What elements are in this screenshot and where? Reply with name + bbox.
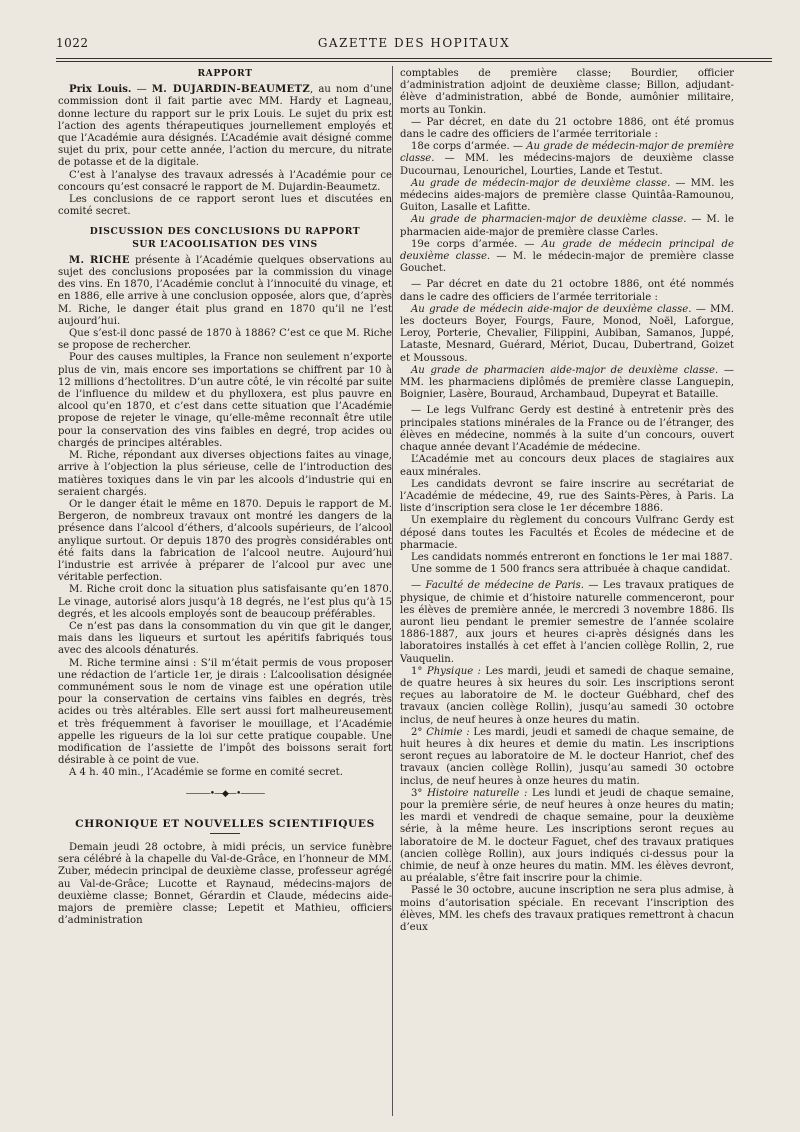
rapport-heading: RAPPORT: [197, 68, 253, 79]
discussion-subheading: SUR L’ACOOLISATION DES VINS: [132, 238, 318, 250]
chronique-heading: CHRONIQUE ET NOUVELLES SCIENTIFIQUES: [75, 817, 375, 830]
prix-label: Prix Louis.: [69, 84, 132, 96]
paragraph: 2° Chimie : Les mardi, jeudi et samedi de chaque semaine, de huit heures à dix heures et demie du matin. Les inscriptions seront reçues au laboratoire de M. le docteur Hanriot, chef des travaux (ancien collège Rollin), jusqu’au samedi 30 octobre inclus, de neuf heures à onze heures du matin.: [400, 726, 734, 787]
paragraph: — Par décret en date du 21 octobre 1886, ont été nommés dans le cadre des officiers de l’armée territoriale :: [400, 279, 734, 303]
paragraph: 1° Physique : Les mardi, jeudi et samedi de chaque semaine, de quatre heures à six heures du soir. Les inscriptions seront reçues au laboratoire de M. le docteur Guébhard, chef des travaux (ancien collège Rollin), jusqu’au samedi 30 octobre inclus, de neuf heures à onze heures du matin.: [400, 665, 734, 726]
paragraph: Au grade de médecin aide-major de deuxième classe. — MM. les docteurs Boyer, Fourgs, Faure, Monod, Noël, Laforgue, Leroy, Porterie, Chevalier, Filippini, Aubiban, Samanos, Juppé, Lataste, Mesnard, Guérard, Mériot, Ducau, Dubertrand, Goizet et Moussous.: [400, 303, 735, 364]
paragraph: Les candidats devront se faire inscrire au secrétariat de l’Académie de médecine, 49, rue des Saints-Pères, à Paris. La liste d’inscription sera close le 1er décembre 1886.: [400, 478, 734, 515]
left-column: [58, 68, 392, 927]
paragraph: Ce n’est pas dans la consommation du vin que git le danger, mais dans les liqueurs et surtout les apéritifs fabriqués tous avec des alcools dénaturés.: [58, 620, 392, 657]
discussion-heading: DISCUSSION DES CONCLUSIONS DU RAPPORT: [89, 226, 361, 238]
header-rule: [56, 58, 772, 59]
paragraph: — Faculté de médecine de Paris. — Les travaux pratiques de physique, de chimie et d’histoire naturelle commenceront, pour les élèves de première année, le mercredi 3 novembre 1886. Ils auront lieu pendant le premier semestre de l’année scolaire 1886-1887, aux jours et heures ci-après désignés dans les laboratoires installés à cet effet à l’ancien collège Rollin, 2, rue Vauquelin.: [400, 580, 734, 665]
paragraph: C’est à l’analyse des travaux adressés à l’Académie pour ce concours qu’est consacré le rapport de M. Dujardin-Beaumetz.: [58, 169, 392, 193]
paragraph: 18e corps d’armée. — Au grade de médecin-major de première classe. — MM. les médecins-majors de deuxième classe Ducournau, Lenourichel, Lourties, Lande et Testut.: [400, 141, 734, 177]
paragraph: Que s’est-il donc passé de 1870 à 1886? C’est ce que M. Riche se propose de rechercher.: [58, 328, 392, 352]
column-divider: [392, 66, 393, 1116]
paragraph: Un exemplaire du règlement du concours Vulfranc Gerdy est déposé dans toutes les Facultés et Écoles de médecine et de pharmacie.: [400, 515, 734, 551]
paragraph: Les conclusions de ce rapport seront lues et discutées en comité secret.: [58, 194, 392, 218]
paragraph: — Par décret, en date du 21 octobre 1886, ont été promus dans le cadre des officiers de l’armée territoriale :: [400, 116, 734, 141]
paragraph: L’Académie met au concours deux places de stagiaires aux eaux minérales.: [400, 454, 734, 478]
header-rule-thin: [56, 61, 772, 62]
riche-paragraph: M. RICHE présente à l’Académie quelques observations au sujet des conclusions proposées par la commission du vinage des vins. En 1870, l’Académie conclut à l’innocuité du vinage, et en 1886, elle arrive à une conclusion opposée, alors que, d’après M. Riche, le danger était plus grand en 1870 qu’il ne l’est aujourd’hui.: [58, 254, 392, 327]
paragraph: M. Riche termine ainsi : S’il m’était permis de vous proposer une rédaction de l’article 1er, je dirais : L’alcoolisation désignée communément sous le nom de vinage est une opération utile pour la conservation de certains vins faibles en degrés, très acides ou très altérables. Elle sert aussi fort malheureusement et très fréquemment à favoriser le mouillage, et l’Académie appelle les rigueurs de la loi sur cette pratique coupable. Une modification de l’assiette de l’impôt des boissons serait fort désirable à ce point de vue.: [58, 657, 392, 767]
paragraph: Au grade de pharmacien-major de deuxième classe. — M. le pharmacien aide-major de première classe Carles.: [400, 214, 734, 238]
paragraph: Au grade de pharmacien aide-major de deuxième classe. — MM. les pharmaciens diplômés de première classe Languepin, Boignier, Lasère, Bouraud, Archambaud, Dupeyrat et Bataille.: [400, 364, 734, 401]
paragraph: comptables de première classe; Bourdier, officier d’administration adjoint de deuxième classe; Billon, adjudant-élève d’administration, abbé de Bonde, aumônier militaire, morts au Tonkin.: [400, 68, 734, 116]
prix-author: M. DUJARDIN-BEAUMETZ: [151, 84, 311, 96]
riche-name: M. RICHE: [69, 254, 130, 266]
paragraph: Au grade de médecin-major de deuxième classe. — MM. les médecins aides-majors de première classe Quintâa-Ramounou, Guiton, Lasalle et Lafitte.: [400, 177, 734, 214]
paragraph: Demain jeudi 28 octobre, à midi précis, un service funèbre sera célébré à la chapelle du Val-de-Grâce, en l’honneur de MM. Zuber, médecin principal de deuxième classe, professeur agrégé au Val-de-Grâce; Lucotte et Raynaud, médecins-majors de deuxième classe; Bonnet, Gérardin et Claude, médecins aide-majors de première classe; Lepetit et Mathieu, officiers d’administration: [58, 841, 392, 927]
paragraph: Pour des causes multiples, la France non seulement n’exporte plus de vin, mais encore ses importations se chiffrent par 10 à 12 millions d’hectolitres. D’un autre côté, le vin récolté par suite de l’influence du mildew et du phylloxera, est plus pauvre en alcool qu’en 1870, et c’est dans cette situation que l’Académie propose de rejeter le vinage, qu’elle-même reconnaît être utile pour la conservation des vins faibles en degré, trop acides ou chargés de principes altérables.: [58, 352, 392, 449]
paragraph: Une somme de 1 500 francs sera attribuée à chaque candidat.: [411, 564, 731, 576]
paragraph: 19e corps d’armée. — Au grade de médecin principal de deuxième classe. — M. le médecin-major de première classe Gouchet.: [400, 238, 734, 275]
page-number: 1022: [56, 36, 89, 50]
paragraph: M. Riche, répondant aux diverses objections faites au vinage, arrive à l’objection la plus sérieuse, celle de l’introduction des matières toxiques dans le vin par les alcools d’industrie qui en seraient chargés.: [58, 450, 392, 498]
paragraph: Les candidats nommés entreront en fonctions le 1er mai 1887.: [411, 551, 733, 563]
paragraph: Or le danger était le même en 1870. Depuis le rapport de M. Bergeron, de nombreux travaux ont montré les dangers de la présence dans l’alcool d’éthers, d’alcools supérieurs, de l’alcool anylique surtout. Or depuis 1870 des progrès considérables ont été faits dans la fabrication de l’alcool neutre. Aujourd’hui l’industrie est arrivée à préparer de l’alcool pur avec une véritable perfection.: [58, 498, 392, 584]
paragraph: A 4 h. 40 min., l’Académie se forme en comité secret.: [69, 767, 343, 779]
right-column: [400, 68, 734, 934]
prix-louis-paragraph: Prix Louis. — M. DUJARDIN-BEAUMETZ, au nom d’une commission dont il fait partie avec MM. Hardy et Lagneau, donne lecture du rapport sur le prix Louis. Le sujet du prix est l’action des agents thérapeutiques journellement employés et que l’Académie aura désignés. L’Académie avait désigné comme sujet du prix, pour cette année, l’action du mercure, du nitrate de potasse et de la digitale.: [58, 84, 393, 169]
paragraph: Passé le 30 octobre, aucune inscription ne sera plus admise, à moins d’autorisation spéciale. En recevant l’inscription des élèves, MM. les chefs des travaux pratiques remettront à chacun d’eux: [400, 885, 734, 934]
paragraph: 3° Histoire naturelle : Les lundi et jeudi de chaque semaine, pour la première série, de neuf heures à onze heures du matin; les mardi et vendredi de chaque semaine, pour la deuxième série, à la même heure. Les inscriptions seront reçues au laboratoire de M. le docteur Faguet, chef des travaux pratiques (ancien collège Rollin), aux jours indiqués ci-dessus pour la chimie, de neuf à onze heures du matin. MM. les élèves devront, au préalable, s’être fait inscrire pour la chimie.: [400, 787, 734, 885]
paragraph: — Le legs Vulfranc Gerdy est destiné à entretenir près des principales stations minérales de la France ou de l’étranger, des élèves en médecine, nommés à la suite d’un concours, ouvert chaque année devant l’Académie de médecine.: [400, 405, 734, 454]
ornament-divider: ———•—◆—•———: [185, 788, 265, 799]
journal-title: GAZETTE DES HOPITAUX: [317, 36, 511, 50]
paragraph: M. Riche croit donc la situation plus satisfaisante qu’en 1870. Le vinage, autorisé alors jusqu’à 18 degrés, ne l’est plus qu’à 15 degrés, et les alcools employés sont de beaucoup préférables.: [58, 584, 392, 620]
page-header: [56, 32, 772, 54]
